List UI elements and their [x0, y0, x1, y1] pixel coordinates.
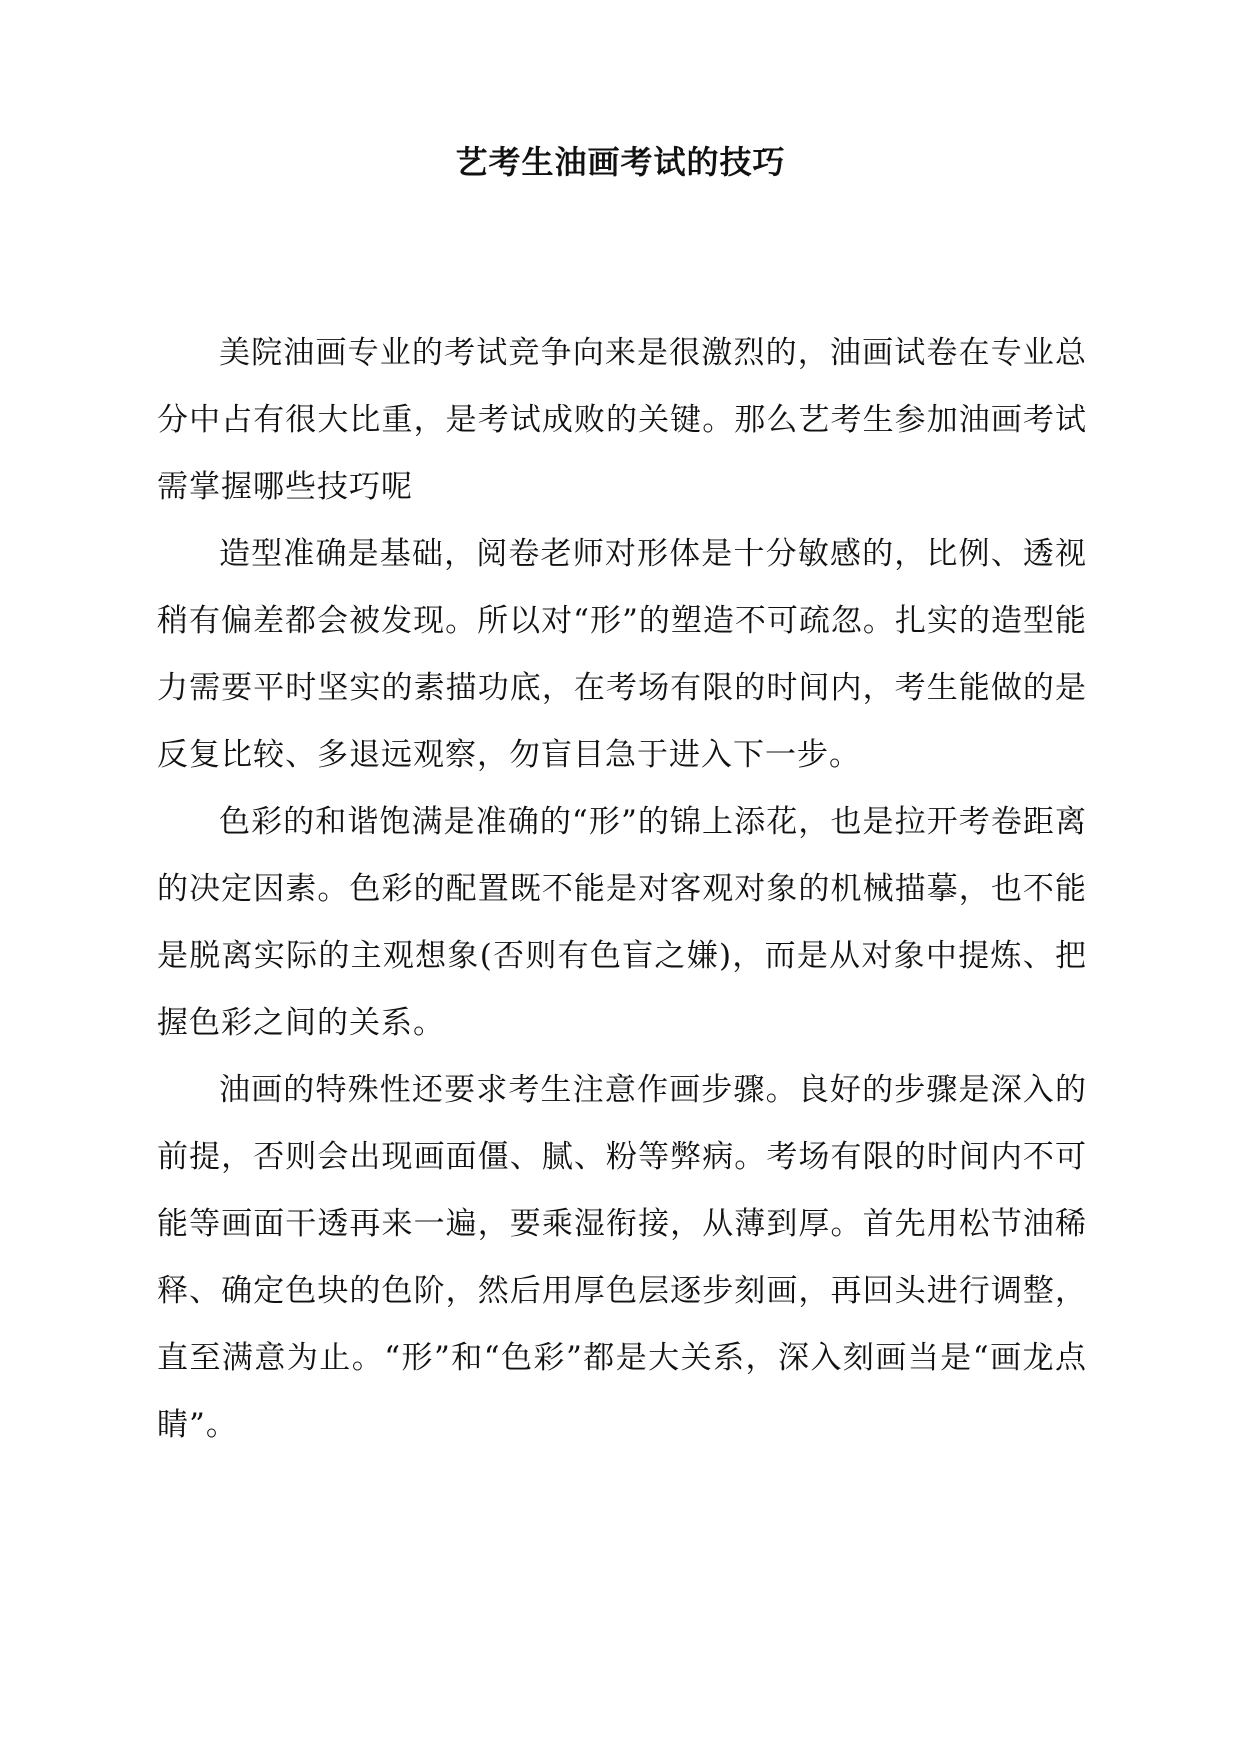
paragraph-form: 造型准确是基础，阅卷老师对形体是十分敏感的，比例、透视稍有偏差都会被发现。所以对“形”的塑造不可疏忽。扎实的造型能力需要平时坚实的素描功底，在考场有限的时间内，考生能做的是反复比较、多退远观察，勿盲目急于进入下一步。 [157, 536, 1087, 773]
paragraph-color: 色彩的和谐饱满是准确的“形”的锦上添花，也是拉开考卷距离的决定因素。色彩的配置既不能是对客观对象的机械描摹，也不能是脱离实际的主观想象(否则有色盲之嫌)，而是从对象中提炼、把握色彩之间的关系。 [157, 804, 1087, 1041]
paragraph-steps: 油画的特殊性还要求考生注意作画步骤。良好的步骤是深入的前提，否则会出现画面僵、腻、粉等弊病。考场有限的时间内不可能等画面干透再来一遍，要乘湿衔接，从薄到厚。首先用松节油稀释、确定色块的色阶，然后用厚色层逐步刻画，再回头进行调整，直至满意为止。“形”和“色彩”都是大关系，深入刻画当是“画龙点睛”。 [157, 1072, 1087, 1443]
document-body [157, 320, 1087, 1459]
paragraph-intro: 美院油画专业的考试竞争向来是很激烈的，油画试卷在专业总分中占有很大比重，是考试成败的关键。那么艺考生参加油画考试需掌握哪些技巧呢 [157, 335, 1087, 505]
document-title: 艺考生油画考试的技巧 [455, 143, 786, 181]
